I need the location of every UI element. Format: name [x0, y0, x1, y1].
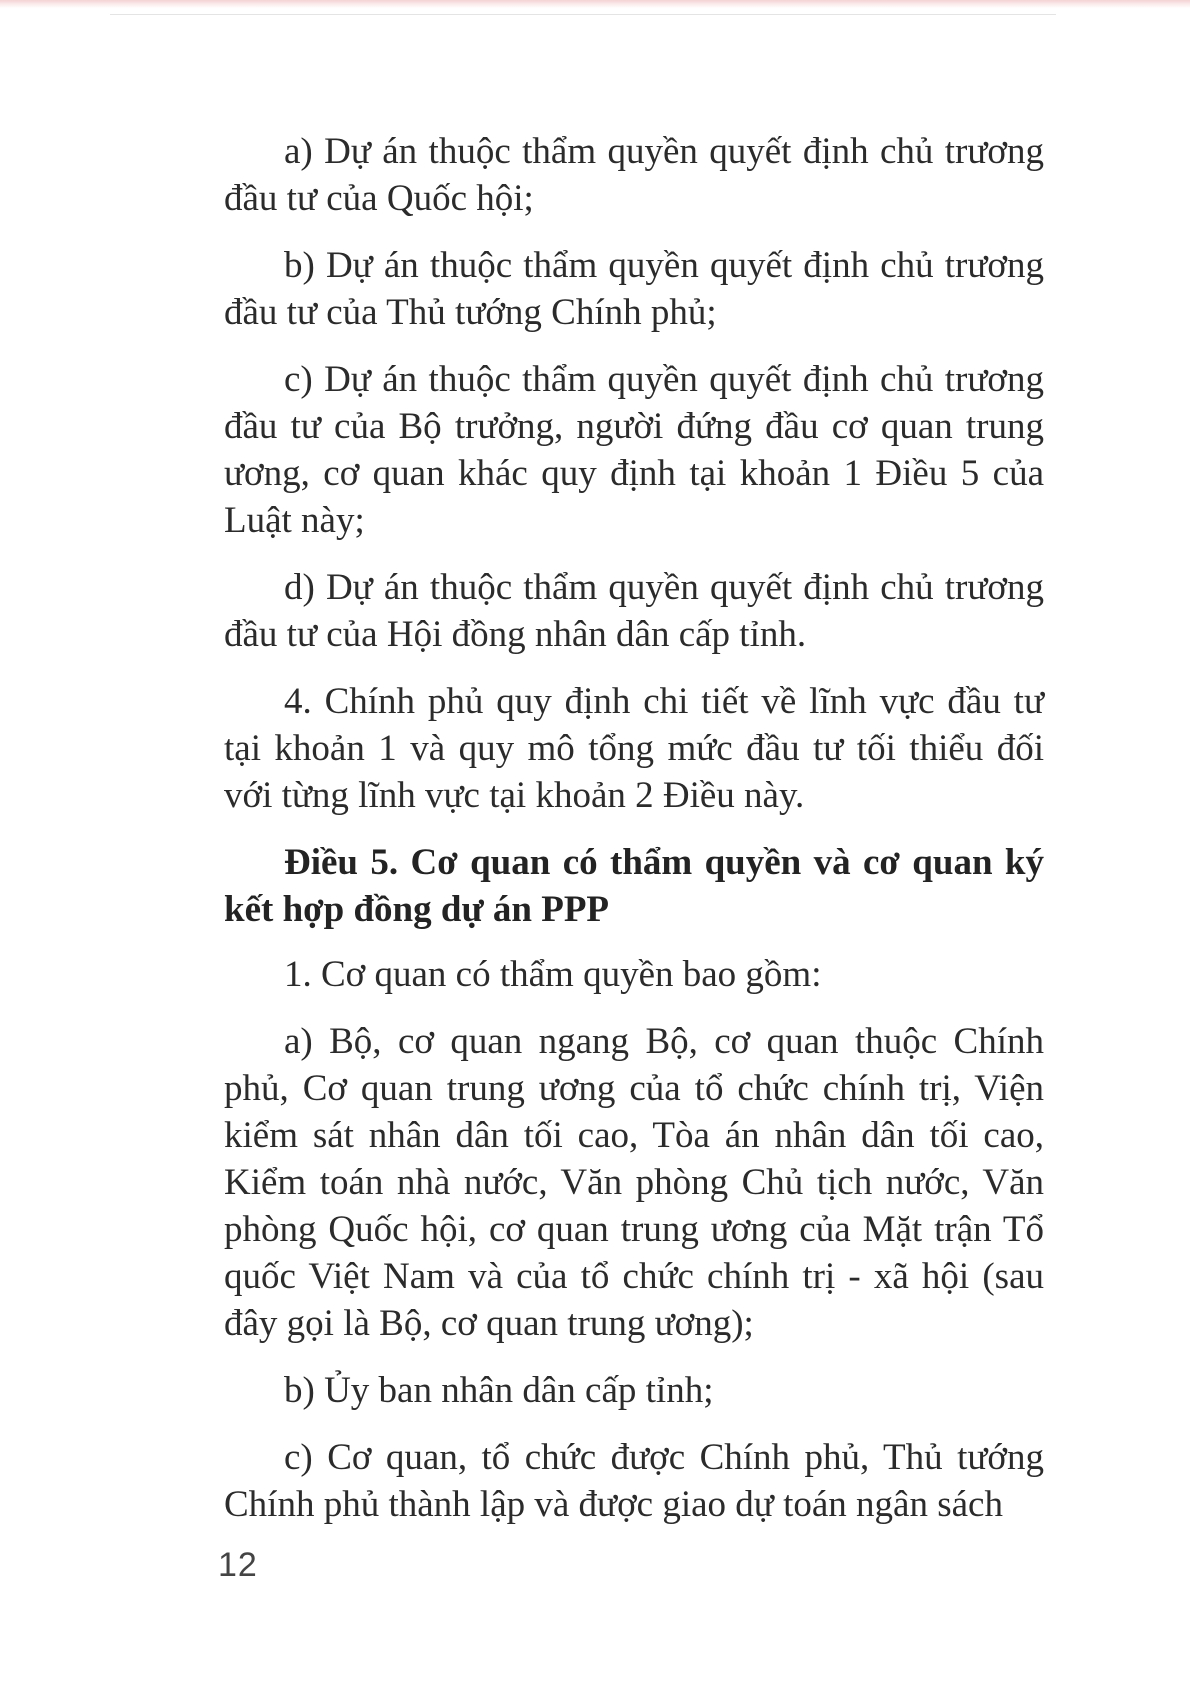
- paragraph-clause-4: 4. Chính phủ quy định chi tiết về lĩnh vực đầu tư tại khoản 1 và quy mô tổng mức đầu tư tối thiểu đối với từng lĩnh vực tại khoản 2 Điều này.: [224, 681, 1044, 816]
- paragraph-clause-1: 1. Cơ quan có thẩm quyền bao gồm:: [284, 954, 822, 995]
- paragraph-clause-1-item-a: a) Bộ, cơ quan ngang Bộ, cơ quan thuộc Chính phủ, Cơ quan trung ương của tổ chức chính trị, Viện kiểm sát nhân dân tối cao, Tòa án nhân dân tối cao, Kiểm toán nhà nước, Văn phòng Chủ tịch nước, Văn phòng Quốc hội, cơ quan trung ương của Mặt trận Tổ quốc Việt Nam và của tổ chức chính trị - xã hội (sau đây gọi là Bộ, cơ quan trung ương);: [224, 1021, 1044, 1344]
- paragraph-item-a: a) Dự án thuộc thẩm quyền quyết định chủ trương đầu tư của Quốc hội;: [224, 131, 1044, 219]
- paragraph-clause-1-item-c: c) Cơ quan, tổ chức được Chính phủ, Thủ tướng Chính phủ thành lập và được giao dự toán ngân sách: [224, 1437, 1044, 1525]
- paragraph-item-c: c) Dự án thuộc thẩm quyền quyết định chủ trương đầu tư của Bộ trưởng, người đứng đầu cơ quan trung ương, cơ quan khác quy định tại khoản 1 Điều 5 của Luật này;: [224, 359, 1044, 541]
- paragraph-item-d: d) Dự án thuộc thẩm quyền quyết định chủ trương đầu tư của Hội đồng nhân dân cấp tỉnh.: [224, 567, 1044, 655]
- page-top-rule: [110, 14, 1056, 15]
- page-number: 12: [218, 1546, 258, 1584]
- paragraph-item-b: b) Dự án thuộc thẩm quyền quyết định chủ trương đầu tư của Thủ tướng Chính phủ;: [224, 245, 1044, 333]
- page-body: [224, 128, 1044, 1548]
- page-top-edge: [0, 0, 1190, 8]
- paragraph-clause-1-item-b: b) Ủy ban nhân dân cấp tỉnh;: [284, 1370, 714, 1411]
- article-heading: Điều 5. Cơ quan có thẩm quyền và cơ quan ký kết hợp đồng dự án PPP: [224, 842, 1044, 930]
